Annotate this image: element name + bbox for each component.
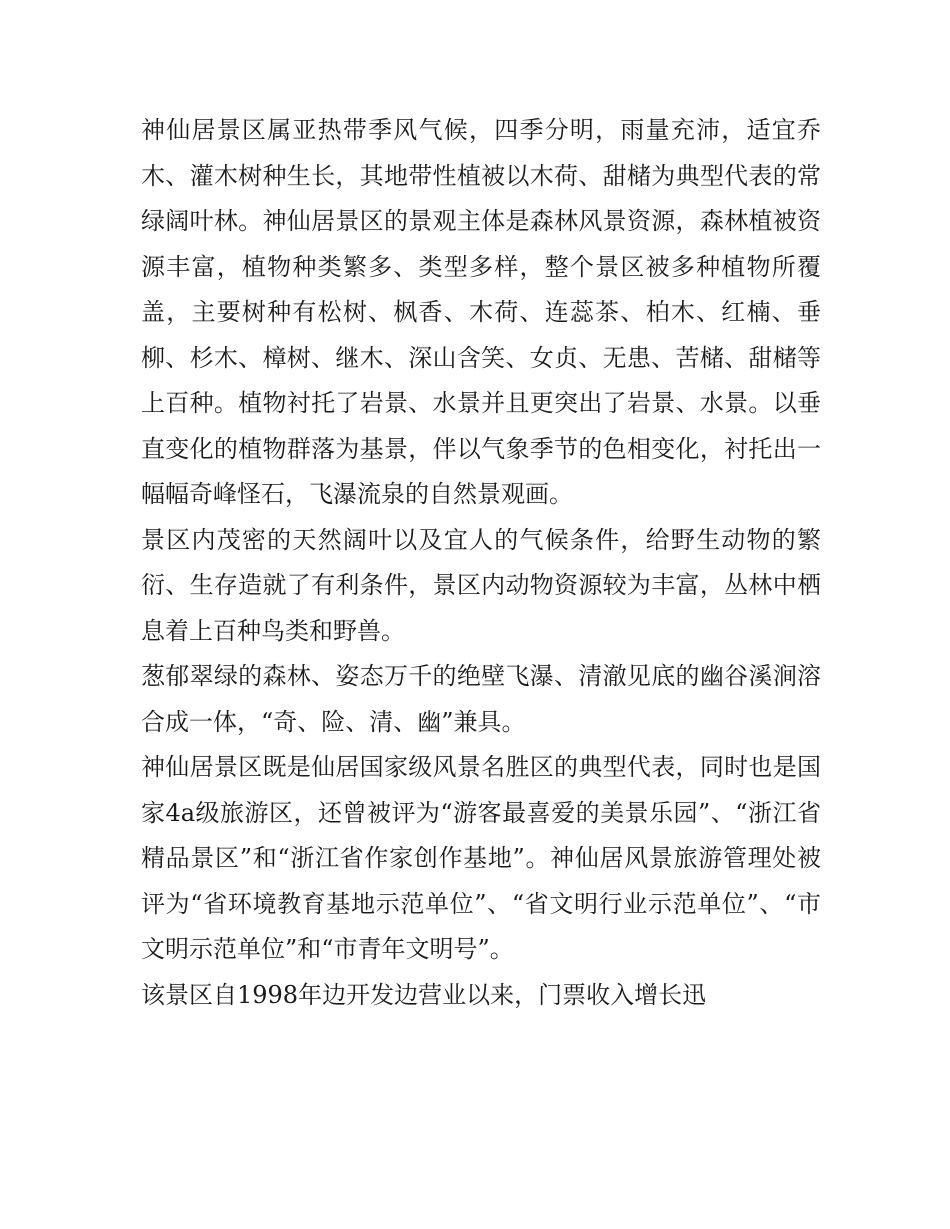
- paragraph-climate-vegetation: 神仙居景区属亚热带季风气候，四季分明，雨量充沛，适宜乔木、灌木树种生长，其地带性植被以木荷、甜槠为典型代表的常绿阔叶林。神仙居景区的景观主体是森林风景资源，森林植被资源丰富，植物种类繁多、类型多样，整个景区被多种植物所覆盖，主要树种有松树、枫香、木荷、连蕊茶、柏木、红楠、垂柳、杉木、樟树、继木、深山含笑、女贞、无患、苦槠、甜槠等上百种。植物衬托了岩景、水景并且更突出了岩景、水景。以垂直变化的植物群落为基景，伴以气象季节的色相变化，衬托出一幅幅奇峰怪石，飞瀑流泉的自然景观画。: [141, 116, 821, 508]
- paragraph-landscape: 葱郁翠绿的森林、姿态万千的绝壁飞瀑、清澈见底的幽谷溪涧溶合成一体，“奇、险、清、幽”兼具。: [141, 662, 821, 736]
- document-body: [141, 108, 821, 1018]
- paragraph-wildlife: 景区内茂密的天然阔叶以及宜人的气候条件，给野生动物的繁衍、生存造就了有利条件，景区内动物资源较为丰富，丛林中栖息着上百种鸟类和野兽。: [141, 525, 821, 645]
- paragraph-revenue: 该景区自1998年边开发边营业以来，门票收入增长迅: [141, 980, 707, 1009]
- paragraph-honors: 神仙居景区既是仙居国家级风景名胜区的典型代表，同时也是国家4a级旅游区，还曾被评为“游客最喜爱的美景乐园”、“浙江省精品景区”和“浙江省作家创作基地”。神仙居风景旅游管理处被评为“省环境教育基地示范单位”、“省文明行业示范单位”、“市文明示范单位”和“市青年文明号”。: [141, 753, 821, 963]
